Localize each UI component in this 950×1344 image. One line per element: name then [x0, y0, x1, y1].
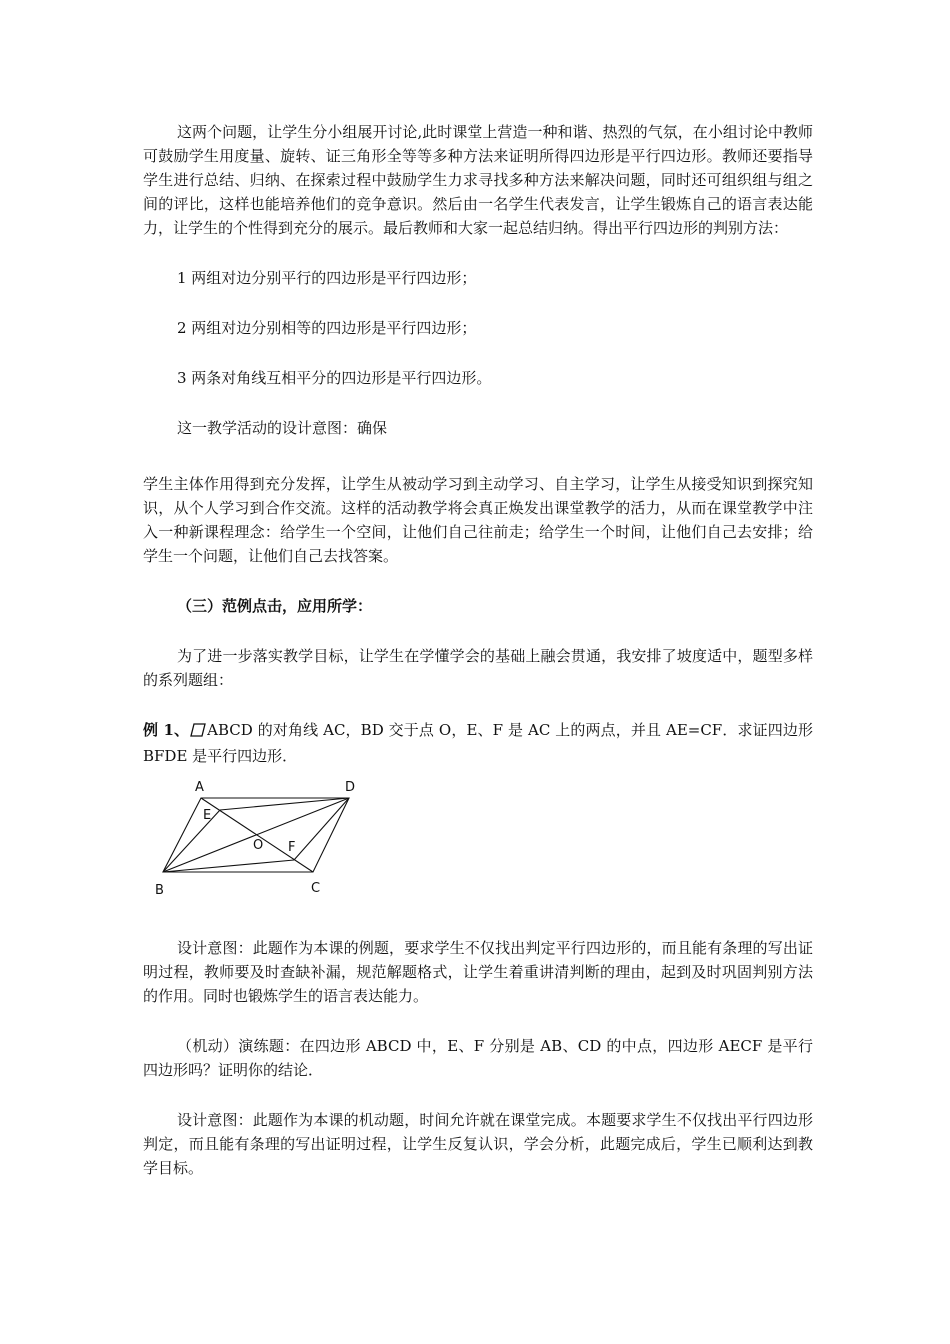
- label-e: E: [203, 808, 212, 823]
- label-a: A: [195, 780, 204, 795]
- segment-ed: [220, 798, 349, 810]
- label-o: O: [253, 838, 264, 853]
- paragraph-exercise: （机动）演练题：在四边形 ABCD 中，E、F 分别是 AB、CD 的中点，四边形 AECF 是平行四边形吗？证明你的结论．: [143, 1037, 813, 1079]
- method-1: 1 两组对边分别平行的四边形是平行四边形；: [177, 269, 477, 287]
- document-page: [143, 120, 813, 1180]
- example-1-text: ABCD 的对角线 AC，BD 交于点 O，E、F 是 AC 上的两点，并且 AE=CF．求证四边形 BFDE 是平行四边形．: [143, 721, 813, 765]
- segment-fb: [163, 860, 294, 872]
- figure-svg: [151, 780, 391, 910]
- parallelogram-figure: [151, 780, 391, 910]
- design-intent-short: 这一教学活动的设计意图：确保: [177, 419, 388, 437]
- paragraph-design-intent-2: 设计意图：此题作为本课的机动题，时间允许就在课堂完成。本题要求学生不仅找出平行四边形判定，而且能有条理的写出证明过程，让学生反复认识，学会分析，此题完成后，学生已顺利达到教学目标。: [143, 1111, 813, 1177]
- label-d: D: [345, 780, 356, 795]
- label-f: F: [288, 840, 296, 855]
- label-b: B: [155, 883, 164, 898]
- paragraph-student-subject: 学生主体作用得到充分发挥，让学生从被动学习到主动学习、自主学习，让学生从接受知识到探究知识，从个人学习到合作交流。这样的活动教学将会真正焕发出课堂教学的活力，从而在课堂教学中注入一种新课程理念：给学生一个空间，让他们自己往前走；给学生一个时间，让他们自己去安排；给学生一个问题，让他们自己去找答案。: [143, 475, 813, 565]
- example-1: [143, 718, 813, 768]
- method-2: 2 两组对边分别相等的四边形是平行四边形；: [177, 319, 477, 337]
- diagonal-bd: [163, 798, 349, 872]
- paragraph-discussion: 这两个问题，让学生分小组展开讨论,此时课堂上营造一种和谐、热烈的气氛，在小组讨论中教师可鼓励学生用度量、旋转、证三角形全等等多种方法来证明所得四边形是平行四边形。教师还要指导学生进行总结、归纳、在探索过程中鼓励学生力求寻找多种方法来解决问题，同时还可组织组与组之间的评比，这样也能培养他们的竞争意识。然后由一名学生代表发言，让学生锻炼自己的语言表达能力，让学生的个性得到充分的展示。最后教师和大家一起总结归纳。得出平行四边形的判别方法：: [143, 123, 813, 237]
- segment-be: [163, 810, 220, 872]
- paragraph-goal: 为了进一步落实教学目标，让学生在学懂学会的基础上融会贯通，我安排了坡度适中，题型多样的系列题组：: [143, 647, 813, 689]
- label-c: C: [311, 881, 321, 896]
- paragraph-design-intent-1: 设计意图：此题作为本课的例题，要求学生不仅找出判定平行四边形的，而且能有条理的写出证明过程，教师要及时查缺补漏，规范解题格式，让学生着重讲清判断的理由，起到及时巩固判别方法的作用。同时也锻炼学生的语言表达能力。: [143, 939, 813, 1005]
- section-heading-3: （三）范例点击，应用所学：: [177, 597, 373, 615]
- example-1-label: 例 1、: [143, 721, 190, 739]
- segment-df: [294, 798, 349, 860]
- parallelogram-icon: [190, 720, 206, 744]
- method-3: 3 两条对角线互相平分的四边形是平行四边形。: [177, 369, 492, 387]
